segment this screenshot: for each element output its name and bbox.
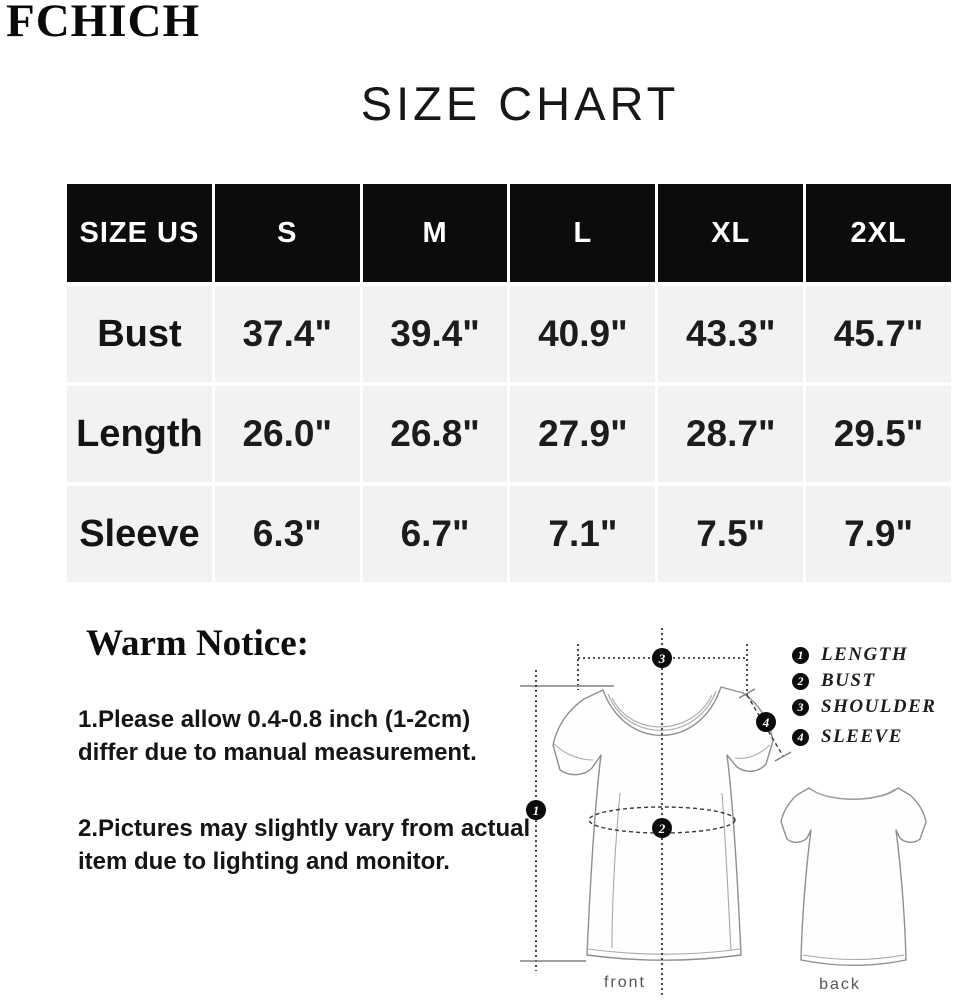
legend-2-icon: 2	[792, 673, 809, 690]
note-2-line-2: item due to lighting and monitor.	[78, 848, 450, 875]
sleeve-tick-bottom	[775, 752, 791, 761]
note-1-line-1: 1.Please allow 0.4-0.8 inch (1-2cm)	[78, 706, 471, 733]
page-title: SIZE CHART	[360, 77, 680, 130]
header-row	[67, 184, 951, 282]
table-row-length	[67, 386, 951, 482]
length-xl: 28.7"	[658, 386, 803, 482]
legend-item-shoulder	[792, 694, 936, 720]
row-label-length: Length	[67, 386, 212, 482]
sleeve-l: 7.1"	[510, 486, 655, 582]
legend-1-icon: 1	[792, 647, 809, 664]
sleeve-xl: 7.5"	[658, 486, 803, 582]
bust-2xl: 45.7"	[806, 286, 951, 382]
legend-item-sleeve	[792, 724, 936, 750]
warm-notice-item-2	[78, 812, 530, 878]
measurement-legend	[792, 642, 936, 750]
warm-notice-heading: Warm Notice:	[86, 623, 309, 664]
legend-item-bust	[792, 668, 936, 694]
size-table	[64, 180, 954, 586]
marker-sleeve-num: 4	[762, 715, 770, 730]
legend-item-length	[792, 642, 936, 668]
row-label-bust: Bust	[67, 286, 212, 382]
size-table-header	[67, 184, 951, 282]
header-cell-2xl: 2XL	[806, 184, 951, 282]
header-cell-size-us: SIZE US	[67, 184, 212, 282]
back-shirt-outline	[781, 788, 926, 965]
brand-logo: FCHICH	[6, 0, 200, 47]
marker-length	[526, 800, 546, 820]
marker-shoulder-num: 3	[658, 651, 666, 666]
legend-1-label: LENGTH	[821, 644, 909, 665]
row-label-sleeve: Sleeve	[67, 486, 212, 582]
length-l: 27.9"	[510, 386, 655, 482]
marker-shoulder	[652, 648, 672, 668]
header-cell-s: S	[215, 184, 360, 282]
sleeve-s: 6.3"	[215, 486, 360, 582]
marker-sleeve	[756, 712, 776, 732]
length-s: 26.0"	[215, 386, 360, 482]
sleeve-2xl: 7.9"	[806, 486, 951, 582]
size-table-body	[67, 286, 951, 582]
legend-2-label: BUST	[821, 670, 876, 691]
legend-3-icon: 3	[792, 699, 809, 716]
legend-3-label: SHOULDER	[821, 696, 937, 717]
front-view-label: front	[603, 974, 647, 991]
bust-m: 39.4"	[363, 286, 508, 382]
header-cell-l: L	[510, 184, 655, 282]
table-row-bust	[67, 286, 951, 382]
bust-s: 37.4"	[215, 286, 360, 382]
legend-4-icon: 4	[792, 729, 809, 746]
length-m: 26.8"	[363, 386, 508, 482]
bust-xl: 43.3"	[658, 286, 803, 382]
length-2xl: 29.5"	[806, 386, 951, 482]
marker-length-num: 1	[532, 803, 540, 818]
legend-4-label: SLEEVE	[821, 726, 903, 747]
header-cell-m: M	[363, 184, 508, 282]
table-row-sleeve	[67, 486, 951, 582]
marker-bust	[652, 818, 672, 838]
note-1-line-2: differ due to manual measurement.	[78, 739, 477, 766]
warm-notice-item-1	[78, 703, 477, 769]
marker-bust-num: 2	[658, 821, 666, 836]
header-cell-xl: XL	[658, 184, 803, 282]
back-shirt-drawing	[781, 788, 926, 965]
bust-l: 40.9"	[510, 286, 655, 382]
back-view-label: back	[819, 976, 861, 993]
note-2-line-1: 2.Pictures may slightly vary from actual	[78, 815, 531, 842]
sleeve-m: 6.7"	[363, 486, 508, 582]
